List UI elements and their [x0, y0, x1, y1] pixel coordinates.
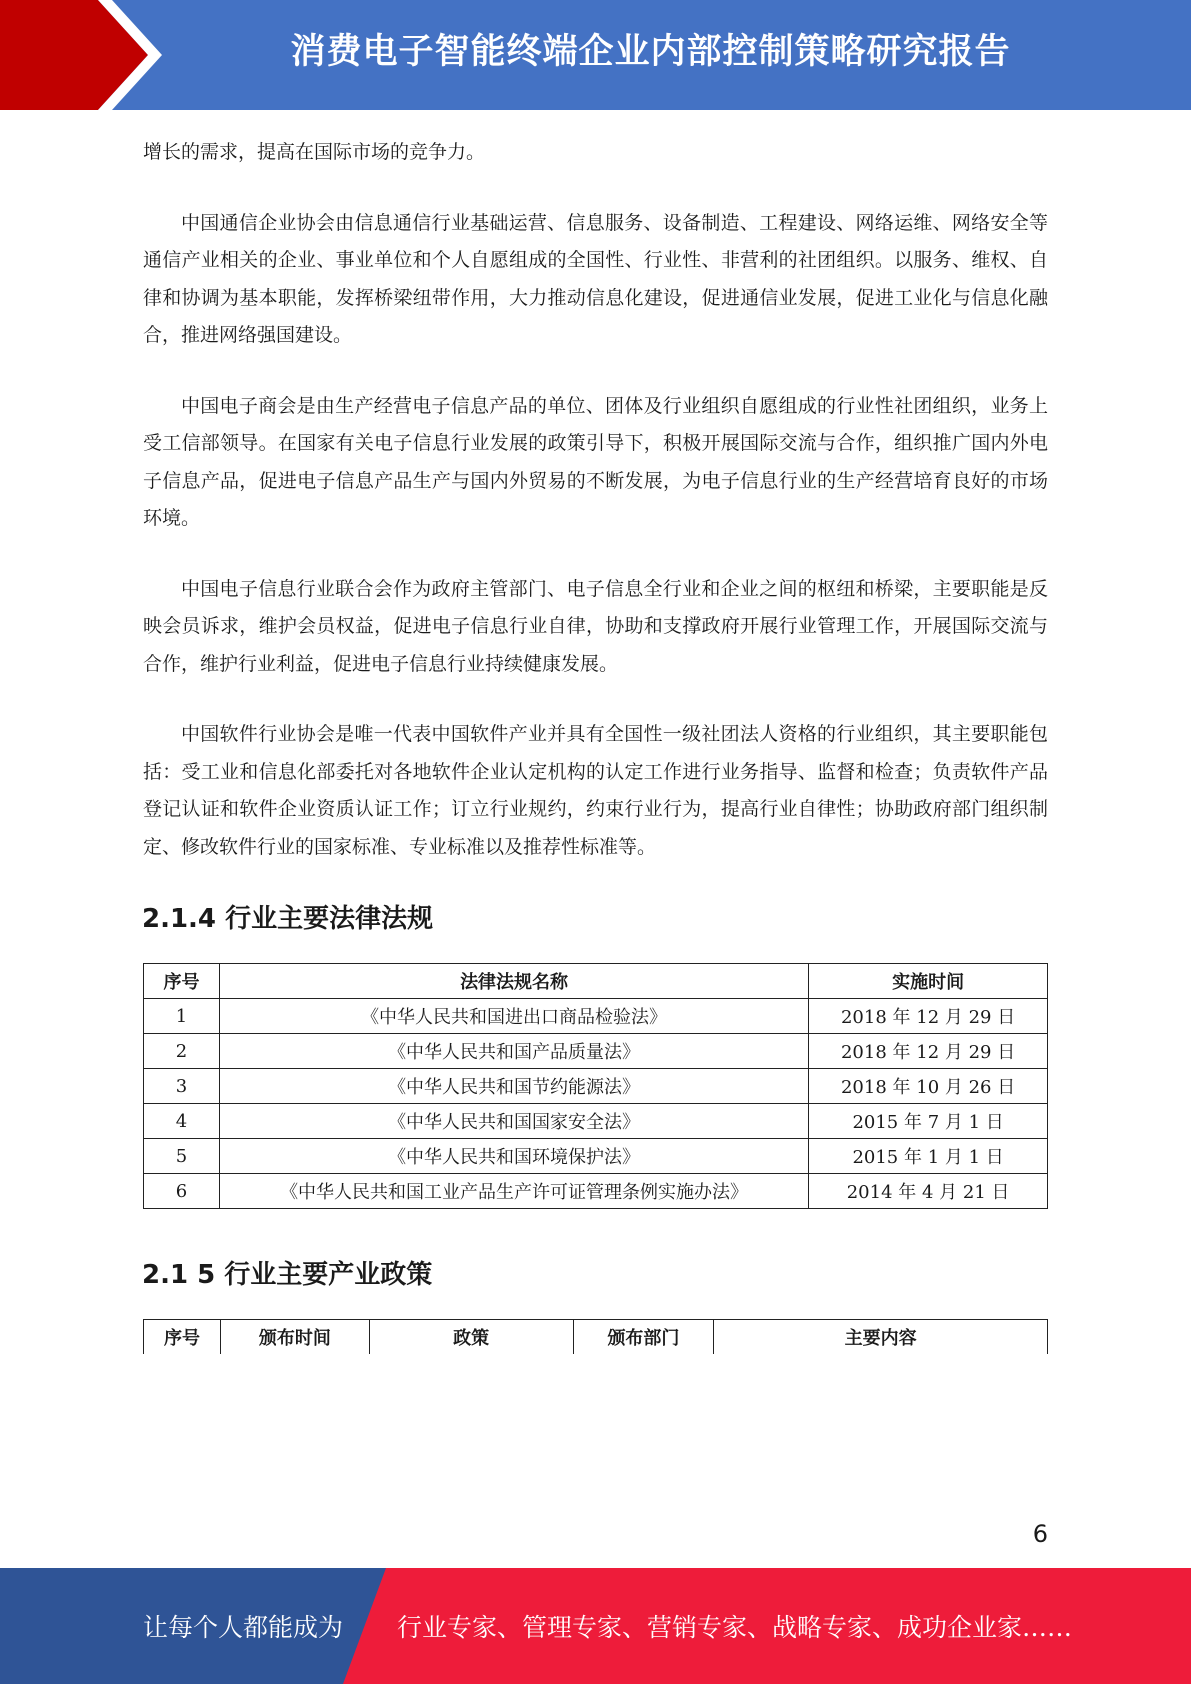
table-row — [144, 1139, 1048, 1174]
table-row — [144, 999, 1048, 1034]
paragraph: 中国电子商会是由生产经营电子信息产品的单位、团体及行业组织自愿组成的行业性社团组织，业务上受工信部领导。在国家有关电子信息行业发展的政策引导下，积极开展国际交流与合作，组织推广国内外电子信息产品，促进电子信息产品生产与国内外贸易的不断发展，为电子信息行业的生产经营培育良好的市场环境。 — [143, 394, 1048, 529]
laws-table — [143, 963, 1048, 1209]
policies-table — [143, 1319, 1048, 1354]
table-cell: 3 — [144, 1069, 220, 1104]
footer-slogan-right: 行业专家、管理专家、营销专家、战略专家、成功企业家…… — [397, 1613, 1073, 1642]
table-cell: 1 — [144, 999, 220, 1034]
table-cell: 2018 年 12 月 29 日 — [809, 1034, 1048, 1069]
table-cell: 5 — [144, 1139, 220, 1174]
column-header: 法律法规名称 — [219, 964, 808, 999]
paragraph: 中国通信企业协会由信息通信行业基础运营、信息服务、设备制造、工程建设、网络运维、网络安全等通信产业相关的企业、事业单位和个人自愿组成的全国性、行业性、非营利的社团组织。以服务、维权、自律和协调为基本职能，发挥桥梁纽带作用，大力推动信息化建设，促进通信业发展，促进工业化与信息化融合，推进网络强国建设。 — [143, 211, 1048, 346]
column-header: 颁布时间 — [220, 1320, 369, 1355]
table-header-row — [144, 1320, 1048, 1355]
table-cell: 《中华人民共和国节约能源法》 — [219, 1069, 808, 1104]
table-cell: 《中华人民共和国工业产品生产许可证管理条例实施办法》 — [219, 1174, 808, 1209]
header-title: 消费电子智能终端企业内部控制策略研究报告 — [290, 32, 1011, 72]
table-cell: 2018 年 12 月 29 日 — [809, 999, 1048, 1034]
section-heading-policies: 2.1 5 行业主要产业政策 — [142, 1260, 433, 1290]
page-footer — [0, 1568, 1191, 1684]
table-cell: 2015 年 1 月 1 日 — [809, 1139, 1048, 1174]
table-cell: 2018 年 10 月 26 日 — [809, 1069, 1048, 1104]
table-row — [144, 1174, 1048, 1209]
table-row — [144, 1104, 1048, 1139]
table-cell: 2014 年 4 月 21 日 — [809, 1174, 1048, 1209]
column-header: 序号 — [144, 964, 220, 999]
table-header-row — [144, 964, 1048, 999]
section-heading-laws: 2.1.4 行业主要法律法规 — [142, 904, 434, 934]
column-header: 序号 — [144, 1320, 221, 1355]
table-cell: 《中华人民共和国进出口商品检验法》 — [219, 999, 808, 1034]
table-cell: 《中华人民共和国环境保护法》 — [219, 1139, 808, 1174]
page-number: 6 — [1032, 1520, 1048, 1548]
paragraph: 中国软件行业协会是唯一代表中国软件产业并具有全国性一级社团法人资格的行业组织，其主要职能包括：受工业和信息化部委托对各地软件企业认定机构的认定工作进行业务指导、监督和检查；负责软件产品登记认证和软件企业资质认证工作；订立行业规约，约束行业行为，提高行业自律性；协助政府部门组织制定、修改软件行业的国家标准、专业标准以及推荐性标准等。 — [143, 723, 1048, 858]
table-cell: 6 — [144, 1174, 220, 1209]
paragraph: 中国电子信息行业联合会作为政府主管部门、电子信息全行业和企业之间的枢纽和桥梁，主要职能是反映会员诉求，维护会员权益，促进电子信息行业自律，协助和支撑政府开展行业管理工作，开展国际交流与合作，维护行业利益，促进电子信息行业持续健康发展。 — [143, 577, 1048, 675]
page-header — [0, 0, 1191, 110]
column-header: 实施时间 — [809, 964, 1048, 999]
table-row — [144, 1069, 1048, 1104]
table-row — [144, 1034, 1048, 1069]
column-header: 政策 — [369, 1320, 573, 1355]
table-cell: 2015 年 7 月 1 日 — [809, 1104, 1048, 1139]
table-cell: 4 — [144, 1104, 220, 1139]
table-cell: 《中华人民共和国国家安全法》 — [219, 1104, 808, 1139]
main-content — [143, 134, 1048, 899]
footer-slogan-left: 让每个人都能成为 — [143, 1613, 344, 1642]
paragraph: 增长的需求，提高在国际市场的竞争力。 — [143, 141, 486, 163]
table-cell: 《中华人民共和国产品质量法》 — [219, 1034, 808, 1069]
column-header: 颁布部门 — [573, 1320, 714, 1355]
column-header: 主要内容 — [714, 1320, 1048, 1355]
table-cell: 2 — [144, 1034, 220, 1069]
